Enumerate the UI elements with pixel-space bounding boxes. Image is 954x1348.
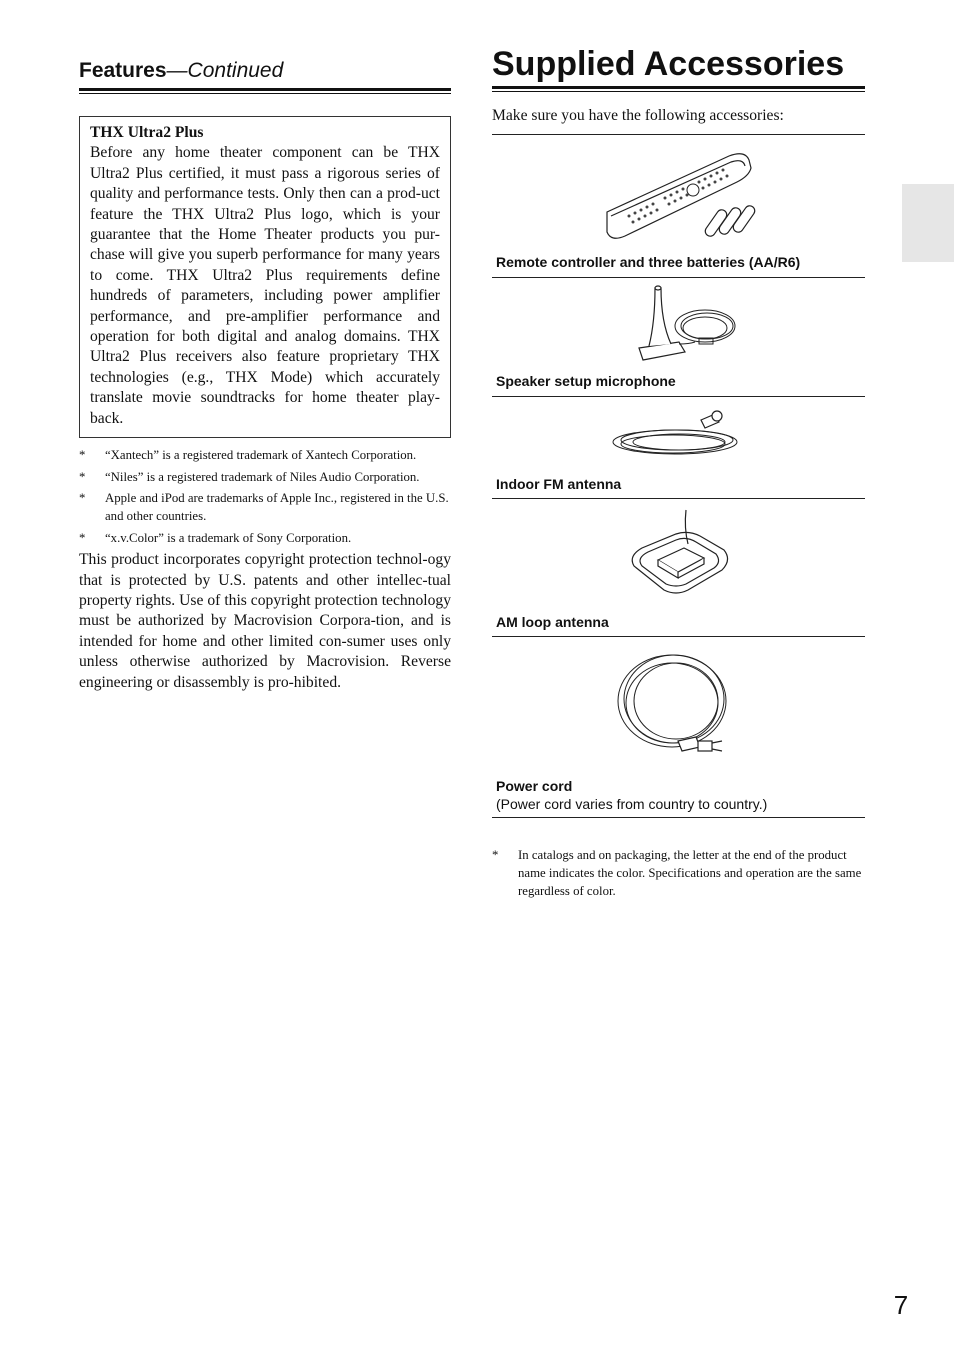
accessory-label: Speaker setup microphone [496,373,676,389]
note-text: “Niles” is a registered trademark of Niles Audio Corporation. [105,469,420,484]
trademark-notes [79,446,451,547]
accessory-sublabel: (Power cord varies from country to country.) [496,796,768,812]
section-heading [79,56,451,86]
thx-info-box [79,116,451,438]
macrovision-paragraph: This product incorporates copyright protection technol-ogy that is protected by U.S. patents and other intellec-tual property rights. Use of this copyright protection technology must be authorized by Macrovision Corpora-tion, and is intended for home and other limited con-sumer uses only unless otherwise authorized by Macrovision. Reverse engineering or disassembly is pro-hibited. [79,551,451,691]
right-column [492,44,865,900]
trademark-note [79,489,451,525]
heading-bold: Features [79,59,167,82]
power-cord-icon [492,637,865,777]
remote-and-batteries-icon [492,135,865,253]
am-loop-antenna-icon [492,499,865,613]
note-asterisk: * [79,469,86,484]
footnote-text: In catalogs and on packaging, the letter at the end of the product name indicates the color. Specifications and operation are the same regardless of color. [518,848,862,898]
accessory-power-cord [492,637,865,818]
note-asterisk: * [79,448,86,463]
trademark-note [79,446,451,464]
heading-rule [79,88,451,94]
accessory-microphone [492,278,865,397]
intro-text: Make sure you have the following accessories: [492,107,784,124]
note-text: “x.v.Color” is a trademark of Sony Corporation. [105,530,352,545]
accessory-remote [492,135,865,278]
accessory-am-antenna [492,499,865,637]
microphone-icon [492,278,865,372]
accessory-label: Indoor FM antenna [496,476,622,492]
color-footnote [492,846,865,900]
trademark-note [79,468,451,486]
trademark-note [79,529,451,547]
page-number: 7 [893,1290,909,1320]
note-asterisk: * [79,530,86,545]
accessory-label: Power cord [496,778,573,794]
thx-box-title: THX Ultra2 Plus [90,124,204,141]
page-title: Supplied Accessories [492,45,845,83]
accessory-fm-antenna [492,397,865,499]
fm-antenna-icon [492,397,865,475]
title-rule [492,86,865,92]
heading-continued: —Continued [166,59,284,82]
note-text: Apple and iPod are trademarks of Apple Inc., registered in the U.S. and other countries. [105,491,449,524]
left-column [79,56,451,693]
section-tab-marker [902,184,954,262]
note-asterisk: * [79,491,86,506]
accessory-label: AM loop antenna [496,614,609,630]
note-text: “Xantech” is a registered trademark of Xantech Corporation. [105,448,417,463]
thx-box-text: Before any home theater component can be THX Ultra2 Plus certified, it must pass a rigorous series of quality and performance tests. Only then can a prod-uct feature the THX Ultra2 Plus logo, which is your guarantee that the Home Theater products you pur-chase will give you superb performance for many years to come. THX Ultra2 Plus requirements define hundreds of parameters, including power amplifier performance, and pre-amplifier performance and operation for both digital and analog domains. THX Ultra2 Plus receivers also feature proprietary THX technologies (e.g., THX Mode) which accurately translate movie soundtracks for home theater play-back. [90,144,440,427]
note-asterisk: * [492,848,499,862]
accessory-label: Remote controller and three batteries (AA/R6) [496,254,801,270]
